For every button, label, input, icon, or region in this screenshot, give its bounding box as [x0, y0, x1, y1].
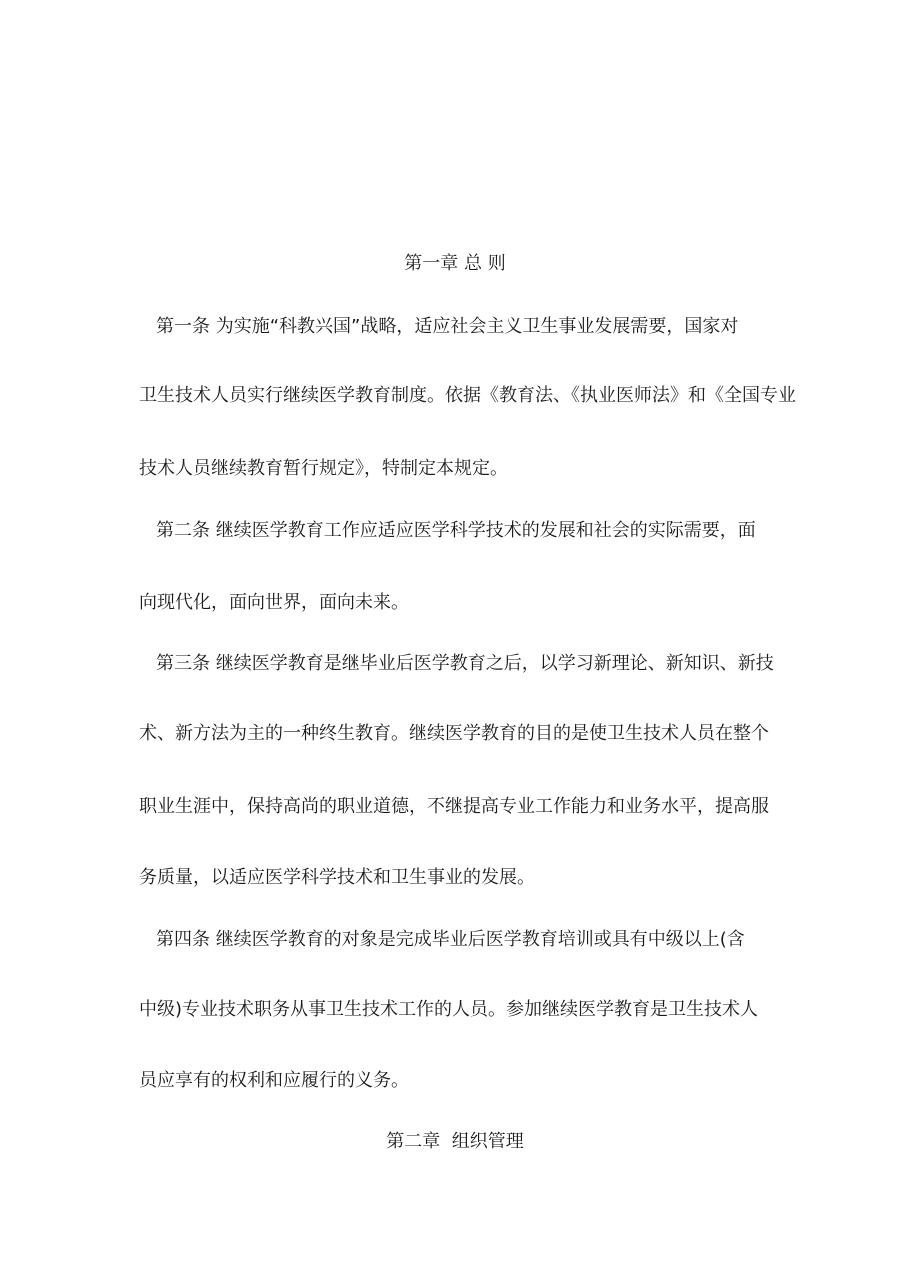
article-4-line-1: 第四条 继续医学教育的对象是完成毕业后医学教育培训或具有中级以上(含: [156, 929, 745, 950]
article-1-line-3: 技术人员继续教育暂行规定》，特制定本规定。: [139, 458, 508, 479]
article-3-line-4: 务质量，以适应医学科学技术和卫生事业的发展。: [139, 867, 535, 888]
article-4-line-3: 员应享有的权利和应履行的义务。: [139, 1070, 409, 1091]
article-4-line-2: 中级)专业技术职务从事卫生技术工作的人员。参加继续医学教育是卫生技术人: [139, 999, 759, 1020]
article-1-line-1: 第一条 为实施“科教兴国”战略，适应社会主义卫生事业发展需要，国家对: [156, 316, 739, 337]
article-3-line-2: 术、新方法为主的一种终生教育。继续医学教育的目的是使卫生技术人员在整个: [139, 723, 769, 744]
article-1-line-2: 卫生技术人员实行继续医学教育制度。依据《教育法、《执业医师法》和《全国专业: [139, 385, 796, 406]
chapter-2-title: 第二章 组织管理: [386, 1131, 524, 1152]
chapter-1-title: 第一章 总 则: [404, 253, 506, 274]
article-2-line-1: 第二条 继续医学教育工作应适应医学科学技术的发展和社会的实际需要，面: [156, 520, 756, 541]
article-3-line-1: 第三条 继续医学教育是继毕业后医学教育之后，以学习新理论、新知识、新技: [156, 653, 774, 674]
article-3-line-3: 职业生涯中，保持高尚的职业道德，不继提高专业工作能力和业务水平，提高服: [139, 796, 769, 817]
article-2-line-2: 向现代化，面向世界，面向未来。: [139, 592, 409, 613]
